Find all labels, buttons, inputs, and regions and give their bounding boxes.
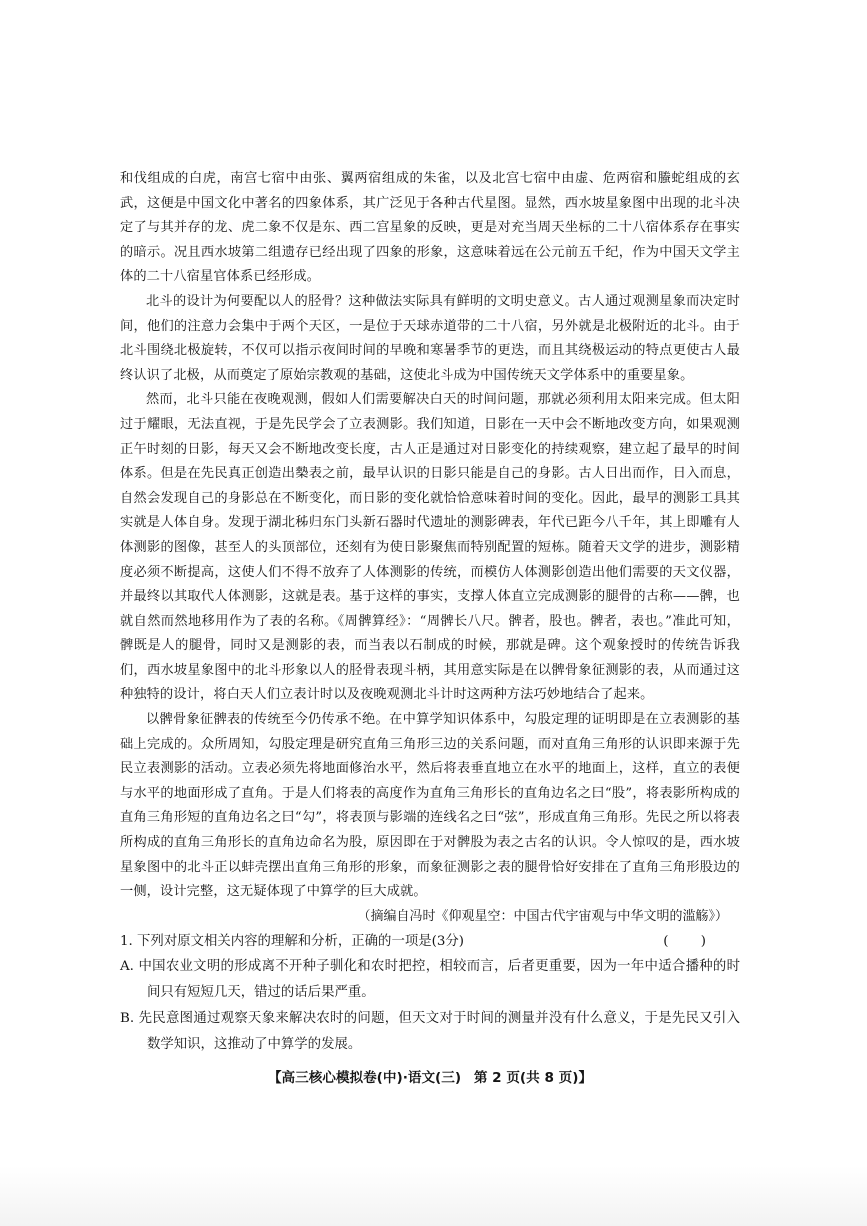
- passage-source: （摘编自冯时《仰观星空：中国古代宇宙观与中华文明的滥觞》）: [357, 908, 728, 924]
- reading-passage: [120, 167, 740, 929]
- passage-paragraph-1: 和伐组成的白虎，南宫七宿中由张、翼两宿组成的朱雀，以及北宫七宿中由虚、危两宿和螣蛇组成的玄武，这便是中国文化中著名的四象体系，其广泛见于各种古代星图。显然，西水坡星象图中出现的北斗决定了与其并存的龙、虎二象不仅是东、西二宫星象的反映，更是对充当周天坐标的二十八宿体系存在事实的暗示。况且西水坡第二组遗存已经出现了四象的形象，这意味着远在公元前五千纪，作为中国天文学主体的二十八宿星官体系已经形成。: [120, 171, 740, 285]
- exam-page: [120, 167, 740, 1090]
- question-1: [120, 929, 740, 1058]
- passage-paragraph-4: 以髀骨象征髀表的传统至今仍传承不绝。在中算学知识体系中，勾股定理的证明即是在立表测影的基础上完成的。众所周知，勾股定理是研究直角三角形三边的关系问题，而对直角三角形的认识即来源于先民立表测影的活动。立表必须先将地面修治水平，然后将表垂直地立在水平的地面上，这样，直立的表便与水平的地面形成了直角。于是人们将表的高度作为直角三角形长的直角边名之曰“股”，将表影所构成的直角三角形短的直角边名之曰“勾”，将表顶与影端的连线名之曰“弦”，形成直角三角形。先民之所以将表所构成的直角三角形长的直角边命名为股，原因即在于对髀股为表之古名的认识。令人惊叹的是，西水坡星象图中的北斗正以蚌壳摆出直角三角形的形象，而象征测影之表的腿骨恰好安排在了直角三角形股边的一侧，设计完整，这无疑体现了中算学的巨大成就。: [120, 712, 740, 900]
- option-b: B. 先民意图通过观察天象来解决农时的问题，但天文对于时间的测量并没有什么意义，于是先民又引入数学知识，这推动了中算学的发展。: [120, 1010, 740, 1052]
- option-a: A. 中国农业文明的形成离不开种子驯化和农时把控，相较而言，后者更重要，因为一年中适合播种的时间只有短短几天，错过的话后果严重。: [120, 958, 740, 1000]
- passage-paragraph-2: 北斗的设计为何要配以人的胫骨？这种做法实际具有鲜明的文明史意义。古人通过观测星象而决定时间，他们的注意力会集中于两个天区，一是位于天球赤道带的二十八宿，另外就是北极附近的北斗。由于北斗围绕北极旋转，不仅可以指示夜间时间的早晚和寒暑季节的更迭，而且其绕极运动的特点更使古人最终认识了北极，从而奠定了原始宗教观的基础，这使北斗成为中国传统天文学体系中的重要星象。: [120, 293, 740, 383]
- question-stem-text: 1. 下列对原文相关内容的理解和分析，正确的一项是(3分): [120, 933, 464, 949]
- passage-paragraph-3: 然而，北斗只能在夜晚观测，假如人们需要解决白天的时间问题，那就必须利用太阳来完成。但太阳过于耀眼，无法直视，于是先民学会了立表测影。我们知道，日影在一天中会不断地改变方向，如果观测正午时刻的日影，每天又会不断地改变长度，古人正是通过对日影变化的持续观察，建立起了最早的时间体系。但是在先民真正创造出槷表之前，最早认识的日影只能是自己的身影。古人日出而作，日入而息，自然会发现自己的身影总在不断变化，而日影的变化就恰恰意味着时间的变化。因此，最早的测影工具其实就是人体自身。发现于湖北秭归东门头新石器时代遗址的测影碑表，年代已距今八千年，其上即雕有人体测影的图像，甚至人的头顶部位，还刻有为使日影聚焦而特别配置的短栋。随着天文学的进步，测影精度必须不断提高，这使人们不得不放弃了人体测影的传统，而模仿人体测影创造出他们需要的天文仪器，并最终以其取代人体测影，这就是表。基于这样的事实，支撑人体直立完成测影的腿骨的古称——髀，也就自然而然地移用作为了表的名称。《周髀算经》：“周髀长八尺。髀者，股也。髀者，表也。”准此可知，髀既是人的腿骨，同时又是测影的表，而当表以石制成的时候，那就是碑。这个观象授时的传统告诉我们，西水坡星象图中的北斗形象以人的胫骨表现斗柄，其用意实际是在以髀骨象征测影的表，从而通过这种独特的设计，将白天人们立表计时以及夜晚观测北斗计时这两种方法巧妙地结合了起来。: [120, 392, 740, 703]
- page-bottom-shadow: [0, 1166, 867, 1226]
- page-number: 第 2 页(共 8 页)】: [473, 1069, 593, 1086]
- exam-title: 【高三核心模拟卷(中)·语文(三): [267, 1069, 462, 1086]
- page-footer: [120, 1066, 740, 1090]
- question-stem: [120, 929, 740, 954]
- answer-blank: ( ): [663, 933, 720, 949]
